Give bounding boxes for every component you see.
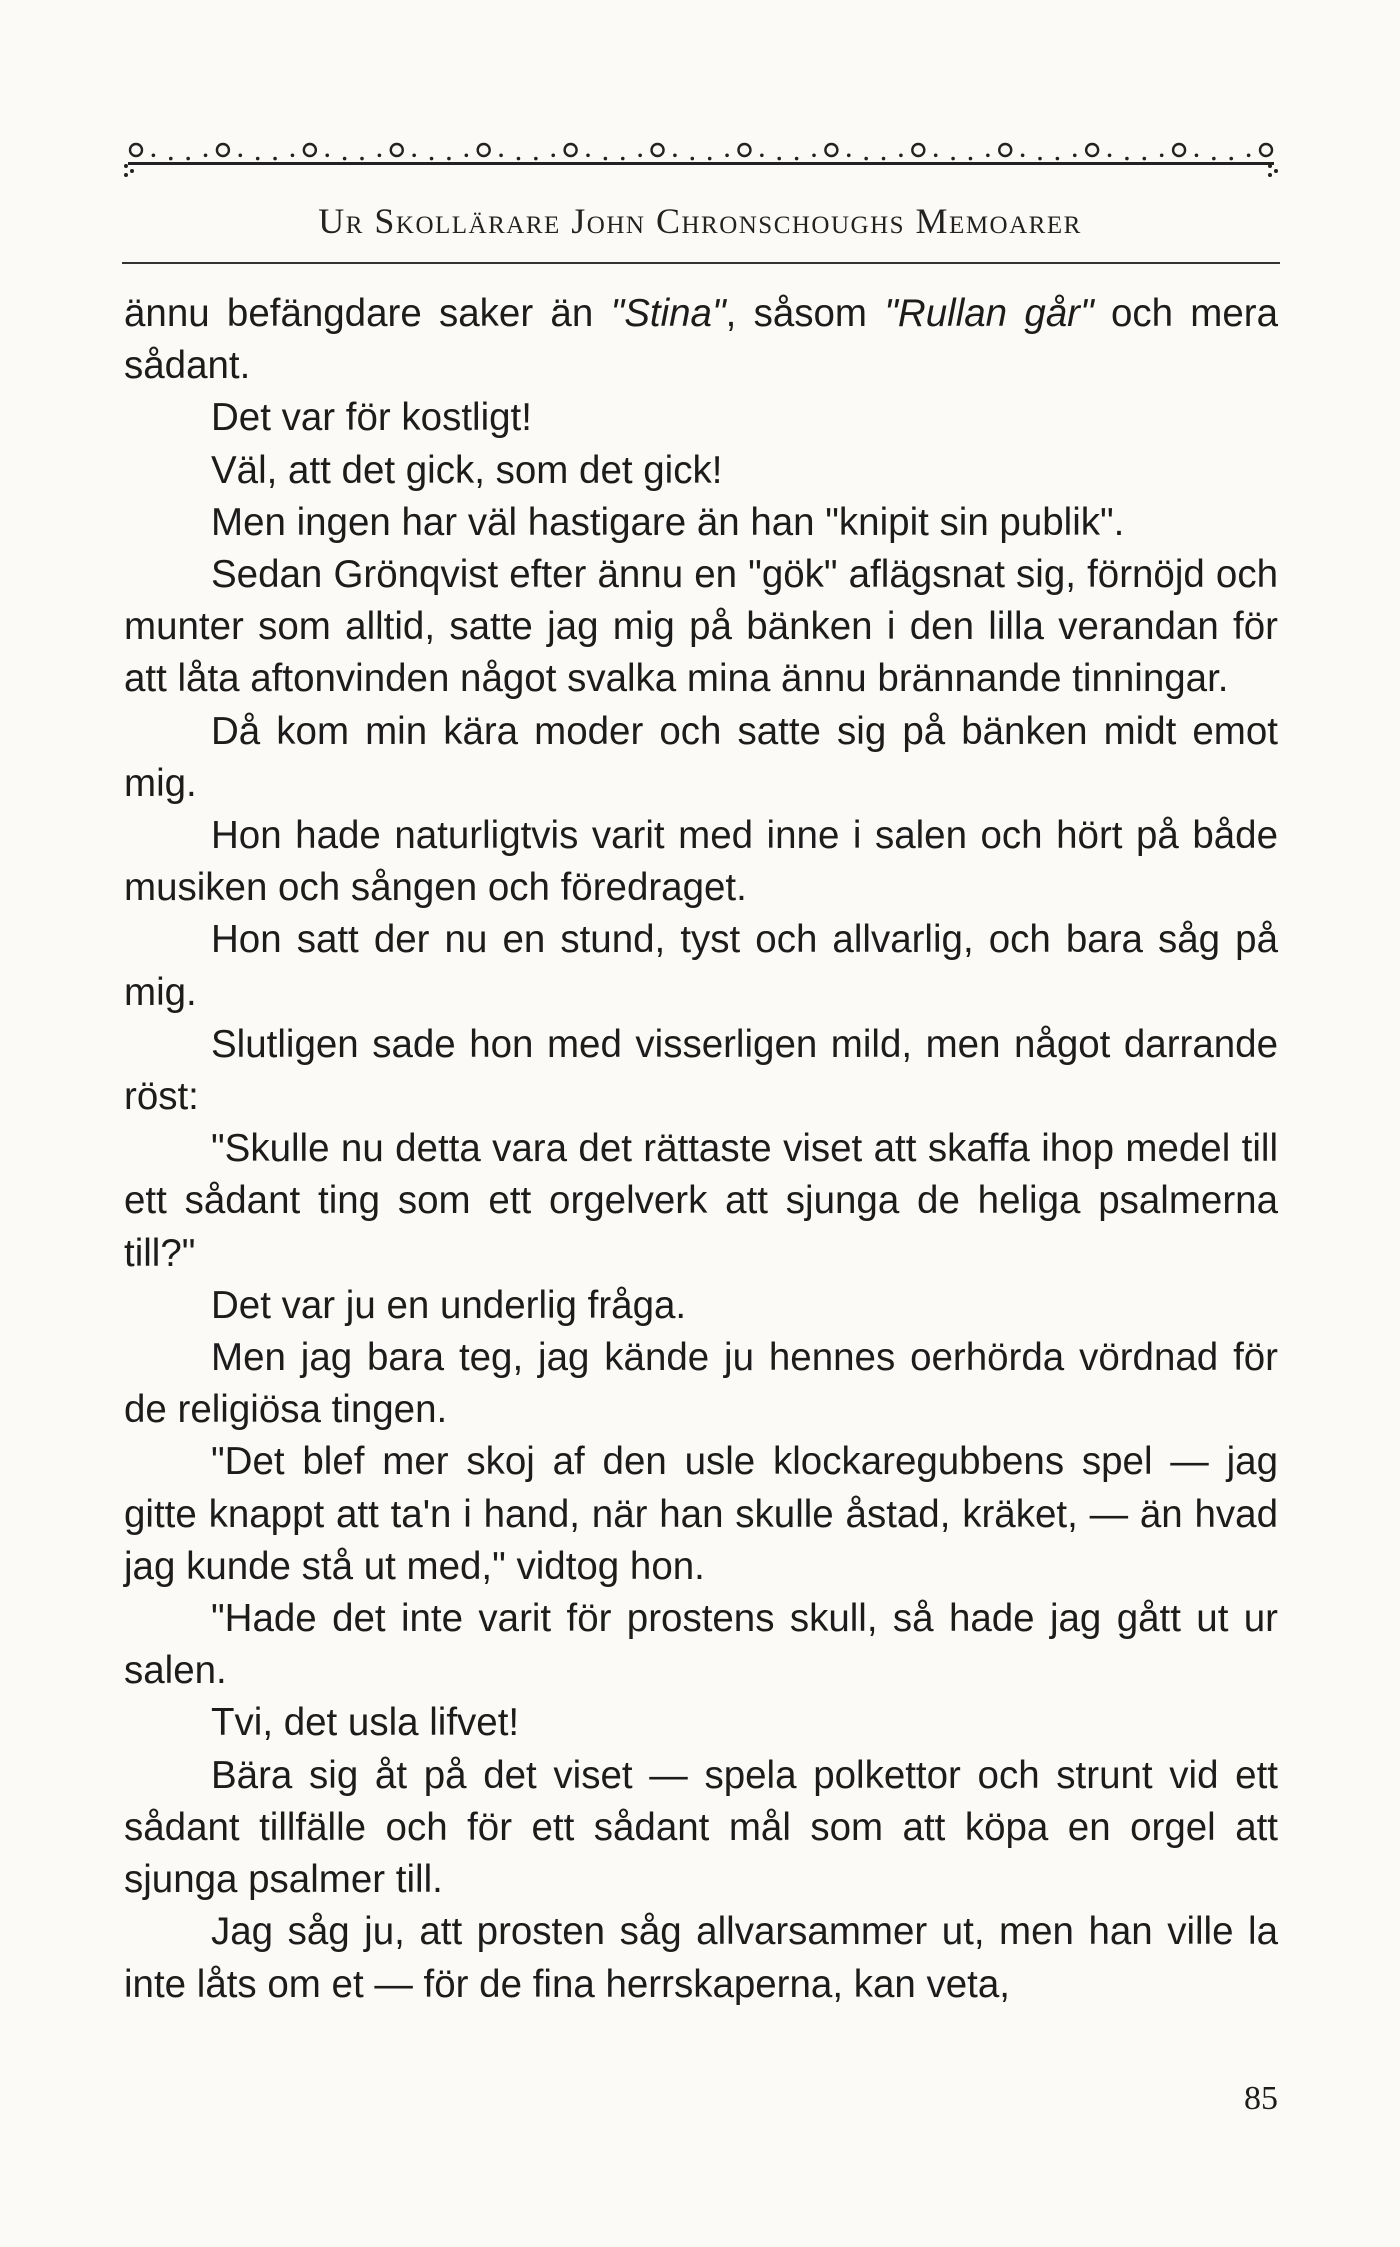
paragraph: [124, 1123, 1278, 1280]
paragraph: [124, 1280, 1278, 1332]
text-run: Det var för kostligt!: [211, 396, 532, 440]
text-run: , såsom: [725, 292, 885, 335]
body-text: [124, 288, 1278, 2011]
text-run: och mera sådant.: [124, 292, 1279, 388]
paragraph: [124, 497, 1278, 549]
text-run: "Skulle nu detta vara det rättaste viset att skaffa ihop medel till ett sådant ting som ett orgelverk att sjunga de heliga psalmerna till?": [124, 1127, 1278, 1275]
header-rule: [122, 262, 1280, 264]
paragraph: [124, 549, 1278, 706]
running-title: Ur Skollärare John Chronschoughs Memoarer: [318, 201, 1082, 241]
paragraph: [124, 914, 1278, 1018]
text-run: Bära sig åt på det viset — spela polkettor och strunt vid ett sådant tillfälle och för ett sådant mål som att köpa en orgel att sjunga psalmer till.: [124, 1753, 1278, 1902]
text-run: Slutligen sade hon med visserligen mild, men något darrande röst:: [124, 1022, 1278, 1119]
paragraph: [124, 1906, 1278, 2010]
italic-text: "Rullan går": [884, 292, 1094, 335]
text-run: Det var ju en underlig fråga.: [211, 1283, 687, 1327]
paragraph: [124, 810, 1278, 914]
paragraph: [124, 445, 1278, 497]
text-run: "Det blef mer skoj af den usle klockaregubbens spel — jag gitte knappt att ta'n i hand, när han skulle åstad, kräket, — än hvad jag kunde stå ut med," vidtog hon.: [124, 1440, 1278, 1588]
paragraph: [124, 1019, 1278, 1123]
text-run: Sedan Grönqvist efter ännu en "gök" aflägsnat sig, förnöjd och munter som alltid, satte jag mig på bänken i den lilla verandan för att låta aftonvinden något svalka mina ännu brännande tinningar.: [124, 553, 1278, 701]
paragraph: [124, 288, 1278, 392]
text-run: Hon hade naturligtvis varit med inne i salen och hört på både musiken och sången och föredraget.: [124, 814, 1278, 910]
text-run: Men ingen har väl hastigare än han "knipit sin publik".: [211, 500, 1125, 544]
text-run: ännu befängdare saker än: [124, 292, 611, 335]
ornament-border: [122, 128, 1280, 178]
paragraph: [124, 706, 1278, 810]
paragraph: [124, 1750, 1278, 1907]
italic-text: "Stina": [610, 292, 726, 335]
paragraph: [124, 392, 1278, 444]
paragraph: [124, 1436, 1278, 1593]
paragraph: [124, 1697, 1278, 1749]
text-run: Hon satt der nu en stund, tyst och allvarlig, och bara såg på mig.: [124, 918, 1278, 1014]
text-run: Men jag bara teg, jag kände ju hennes oerhörda vördnad för de religiösa tingen.: [124, 1336, 1278, 1432]
text-run: Då kom min kära moder och satte sig på bänken midt emot mig.: [124, 709, 1278, 805]
text-run: Jag såg ju, att prosten såg allvarsammer ut, men han ville la inte låts om et — för de fina herrskaperna, kan veta,: [124, 1910, 1278, 2006]
text-run: Väl, att det gick, som det gick!: [211, 448, 723, 492]
page-number: 85: [1244, 2080, 1278, 2117]
text-run: "Hade det inte varit för prostens skull, så hade jag gått ut ur salen.: [124, 1597, 1278, 1693]
paragraph: [124, 1332, 1278, 1436]
paragraph: [124, 1593, 1278, 1697]
text-run: Tvi, det usla lifvet!: [211, 1701, 520, 1745]
